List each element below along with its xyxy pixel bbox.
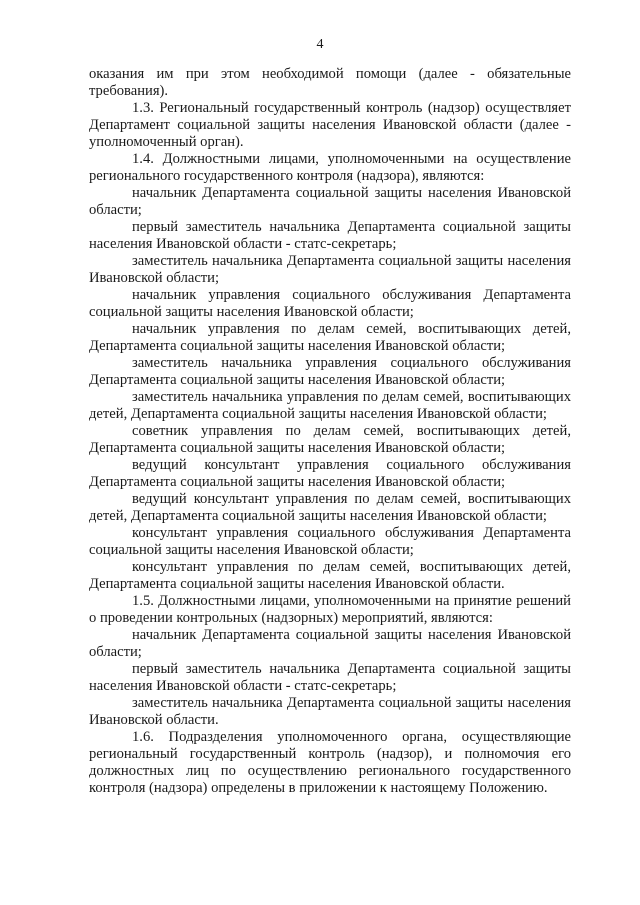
list-item-official: ведущий консультант управления социального обслуживания Департамента социальной защиты населения Ивановской области; [89,457,571,490]
paragraph-1-3: 1.3. Региональный государственный контроль (надзор) осуществляет Департамент социальной защиты населения Ивановской области (далее - уполномоченный орган). [89,100,571,150]
paragraph-continuation: оказания им при этом необходимой помощи (далее - обязательные требования). [89,66,571,99]
list-item-official: начальник управления по делам семей, воспитывающих детей, Департамента социальной защиты населения Ивановской области; [89,321,571,354]
paragraph-1-6: 1.6. Подразделения уполномоченного органа, осуществляющие региональный государственный контроль (надзор), и полномочия его должностных лиц по осуществлению регионального государственного контроля (надзора) определены в приложении к настоящему Положению. [89,729,571,796]
list-item-official: консультант управления социального обслуживания Департамента социальной защиты населения Ивановской области; [89,525,571,558]
list-item-official: консультант управления по делам семей, воспитывающих детей, Департамента социальной защиты населения Ивановской области. [89,559,571,592]
list-item-official: заместитель начальника управления социального обслуживания Департамента социальной защиты населения Ивановской области; [89,355,571,388]
list-item-official: советник управления по делам семей, воспитывающих детей, Департамента социальной защиты населения Ивановской области; [89,423,571,456]
paragraph-1-4: 1.4. Должностными лицами, уполномоченными на осуществление регионального государственного контроля (надзора), являются: [89,151,571,184]
list-item-official: заместитель начальника Департамента социальной защиты населения Ивановской области; [89,253,571,286]
list-item-official: первый заместитель начальника Департамента социальной защиты населения Ивановской области - статс-секретарь; [89,219,571,252]
list-item-official: начальник управления социального обслуживания Департамента социальной защиты населения Ивановской области; [89,287,571,320]
list-item-official: заместитель начальника управления по делам семей, воспитывающих детей, Департамента социальной защиты населения Ивановской области; [89,389,571,422]
list-item-decision-maker: первый заместитель начальника Департамента социальной защиты населения Ивановской области - статс-секретарь; [89,661,571,694]
document-body [89,66,571,797]
list-item-decision-maker: заместитель начальника Департамента социальной защиты населения Ивановской области. [89,695,571,728]
list-item-official: ведущий консультант управления по делам семей, воспитывающих детей, Департамента социальной защиты населения Ивановской области; [89,491,571,524]
page-number: 4 [316,37,324,52]
list-item-official: начальник Департамента социальной защиты населения Ивановской области; [89,185,571,218]
paragraph-1-5: 1.5. Должностными лицами, уполномоченными на принятие решений о проведении контрольных (надзорных) мероприятий, являются: [89,593,571,626]
list-item-decision-maker: начальник Департамента социальной защиты населения Ивановской области; [89,627,571,660]
